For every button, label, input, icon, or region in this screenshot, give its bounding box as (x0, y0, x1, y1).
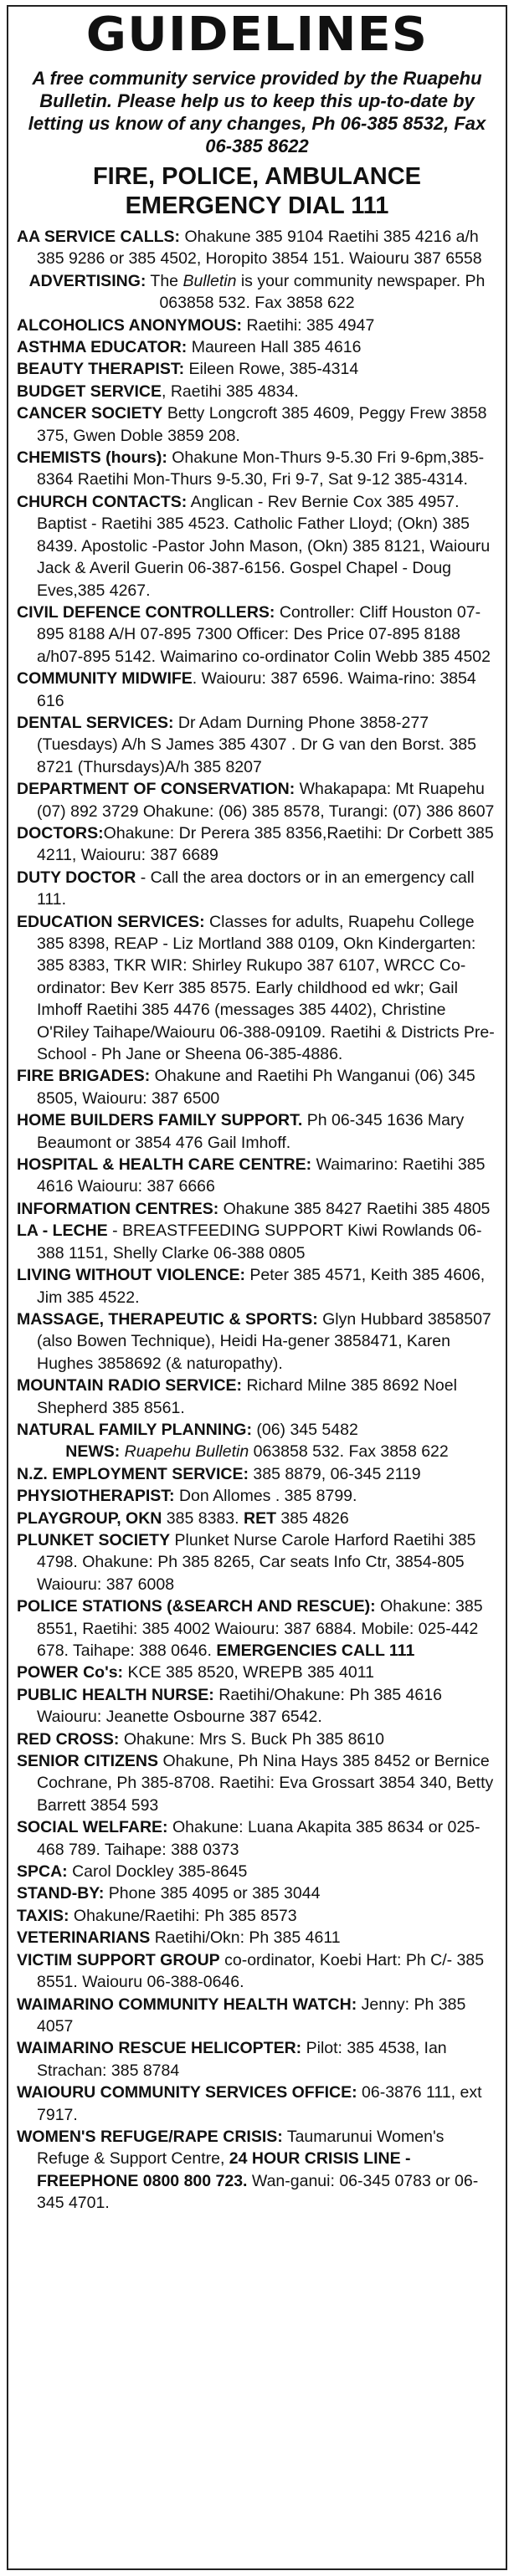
entry-text: Peter 385 4571, Keith 385 4606, Jim 385 4522. (37, 1266, 486, 1307)
entry-text: Ohakune/Raetihi: Ph 385 8573 (69, 1906, 297, 1925)
entry-text: Ohakune: Luana Akapita 385 8634 or 025-468 789. Taihape: 388 0373 (37, 1818, 481, 1859)
entry-text: Betty Longcroft 385 4609, Peggy Frew 3858 375, Gwen Doble 3859 208. (37, 404, 487, 445)
directory-entry (17, 602, 497, 668)
directory-entry (17, 1905, 497, 1927)
entry-text: Ohakune 385 9104 Raetihi 385 4216 a/h 385 9286 or 385 4502, Horopito 3854 151. Waiouru 387 6558 (37, 228, 482, 269)
entry-heading: PHYSIOTHERAPIST: (17, 1487, 175, 1506)
entry-heading: INFORMATION CENTRES: (17, 1199, 219, 1218)
directory-entry (17, 402, 497, 447)
directory-entry (17, 1109, 497, 1154)
directory-entry (17, 1508, 497, 1529)
directory-entry (17, 1198, 497, 1220)
entry-heading: VICTIM SUPPORT GROUP (17, 1950, 220, 1969)
directory-entry (17, 1375, 497, 1419)
entry-text: Raetihi/Ohakune: Ph 385 4616 Waiouru: Jeanette Osbourne 387 6542. (37, 1685, 442, 1727)
page-title: GUIDELINES (85, 8, 429, 62)
entry-text: (06) 345 5482 (251, 1420, 358, 1439)
entry-text: Ohakune: 385 8551, Raetihi: 385 4002 Waiouru: 387 6884. Mobile: 025-442 678. Taihape: 388 0646. (37, 1597, 483, 1660)
entry-text: Ohakune: Mrs S. Buck Ph 385 8610 (119, 1729, 384, 1749)
entry-text: KCE 385 8520, WREPB 385 4011 (123, 1663, 374, 1682)
entry-text: Don Allomes . 385 8799. (174, 1487, 357, 1506)
directory-entry (17, 1728, 497, 1750)
entry-text: Glyn Hubbard 3858507 (also Bowen Technique), Heidi Ha-gener 3858471, Karen Hughes 3858692 (& naturopathy). (37, 1309, 491, 1373)
entry-heading: STAND-BY: (17, 1884, 105, 1903)
directory-entry (17, 491, 497, 602)
entry-text: Classes for adults, Ruapehu College 385 8398, REAP - Liz Mortland 388 0109, Okn Kindergarten: 385 8383, TKR WIR: Shirley Rukupo 387 6107, WRCC Co-ordinator: Bev Kerr 385 8575. Early childhood ed wkr; Gail Imhoff Raetihi 385 4476 (messages 385 4402), Christine O'Riley Taihape/Waiouru 06-388-09109. Raetihi & Districts Pre-School - Ph Jane or Sheena 06-385-4886. (37, 912, 495, 1064)
directory-entry (17, 226, 497, 270)
entry-heading: BUDGET SERVICE (17, 382, 162, 401)
directory-entry (17, 1419, 497, 1441)
directory-entry (17, 1264, 497, 1308)
directory-entry (17, 1441, 497, 1462)
entry-heading: MOUNTAIN RADIO SERVICE: (17, 1376, 243, 1396)
entry-text: Phone 385 4095 or 385 3044 (104, 1884, 321, 1903)
entry-heading: WAIMARINO COMMUNITY HEALTH WATCH: (17, 1995, 357, 2014)
entry-heading: VETERINARIANS (17, 1928, 151, 1948)
entry-heading: DENTAL SERVICES: (17, 713, 174, 732)
entry-heading: DUTY DOCTOR (17, 868, 136, 887)
directory-entry (17, 1927, 497, 1949)
entry-heading: DOCTORS: (17, 823, 104, 842)
entry-heading: CIVIL DEFENCE CONTROLLERS: (17, 602, 275, 622)
directory-entry (17, 1065, 497, 1109)
entry-text: Raetihi: 385 4947 (242, 315, 375, 335)
entry-text: Dr Adam Durning Phone 3858-277 (Tuesdays) A/h S James 385 4307 . Dr G van den Borst. 385 8721 (Thursdays)A/h 385 8207 (37, 713, 476, 776)
entry-text: Raetihi/Okn: Ph 385 4611 (150, 1928, 341, 1948)
directory-entry (17, 1485, 497, 1507)
entry-text: Controller: Cliff Houston 07-895 8188 A/H 07-895 7300 Officer: Des Price 07-895 8188 a/h07-895 5142. Waimarino co-ordinator Colin Webb 385 4502 (37, 602, 491, 666)
entry-text: - Call the area doctors or in an emergency call 111. (37, 868, 475, 909)
entry-heading: BEAUTY THERAPIST: (17, 360, 185, 379)
entry-text: Plunket Nurse Carole Harford Raetihi 385 4798. Ohakune: Ph 385 8265, Car seats Info Ctr, 3854-805 Waiouru: 387 6008 (37, 1530, 476, 1594)
directory-entry (17, 1684, 497, 1728)
emergency-banner (8, 162, 506, 221)
entry-text: is your community newspaper. Ph 063858 532. Fax 3858 622 (159, 271, 486, 313)
entry-text: Wan-ganui: 06-345 0783 or 06-345 4701. (37, 2171, 479, 2213)
intro-text: A free community service provided by the Ruapehu Bulletin. Please help us to keep this up-to-date by letting us know of any changes, Ph 06-385 8532, Fax 06-385 8622 (28, 68, 486, 156)
directory-entry (17, 2082, 497, 2126)
entry-heading: DEPARTMENT OF CONSERVATION: (17, 780, 296, 799)
directory-entry (17, 1949, 497, 1994)
directory-entry (17, 358, 497, 380)
entry-text: Carol Dockley 385-8645 (67, 1862, 248, 1882)
entry-heading: HOME BUILDERS FAMILY SUPPORT. (17, 1111, 303, 1130)
guidelines-panel (7, 5, 507, 2570)
entry-text: Maureen Hall 385 4616 (187, 338, 362, 357)
entry-text: 385 8383. (162, 1508, 244, 1528)
entry-text: 385 4826 (275, 1508, 349, 1528)
directory-entry (17, 1994, 497, 2038)
entry-heading: WOMEN'S REFUGE/RAPE CRISIS: (17, 2127, 283, 2146)
entry-text: co-ordinator, Koebi Hart: Ph C/- 385 8551. Waiouru 06-388-0646. (37, 1950, 485, 1992)
entry-text: Ohakune, Ph Nina Hays 385 8452 or Bernice Cochrane, Ph 385-8708. Raetihi: Eva Grossart 3854 340, Betty Barrett 3854 593 (37, 1752, 494, 1815)
entry-emphasis: 24 HOUR CRISIS LINE - FREEPHONE 0800 800 723. (37, 2149, 411, 2190)
entry-heading: CHURCH CONTACTS: (17, 492, 188, 511)
entry-text: Anglican - Rev Bernie Cox 385 4957. Baptist - Raetihi 385 4523. Catholic Father Lloyd; (Okn) 385 8439. Apostolic -Pastor John Mason, (Okn) 385 8121, Waiouru Jack & Averil Guerin 06-387-6156. Gospel Chapel - Doug Eves,385 4267. (37, 492, 491, 600)
directory-entry (17, 1308, 497, 1375)
entry-heading: AA SERVICE CALLS: (17, 228, 181, 246)
entry-heading: ALCOHOLICS ANONYMOUS: (17, 315, 243, 335)
entry-text: Waimarino: Raetihi 385 4616 Waiouru: 387 6666 (37, 1155, 486, 1196)
entry-heading: NATURAL FAMILY PLANNING: (17, 1420, 252, 1439)
entry-text: Ph 06-345 1636 Mary Beaumont or 3854 476 Gail Imhoff. (37, 1111, 465, 1152)
entry-text: Ohakune and Raetihi Ph Wanganui (06) 345 8505, Waiouru: 387 6500 (37, 1067, 475, 1108)
directory-entry (17, 1750, 497, 1816)
entry-text: - BREASTFEEDING SUPPORT Kiwi Rowlands 06-388 1151, Shelly Clarke 06-388 0805 (37, 1221, 482, 1262)
directory-entry (17, 270, 497, 315)
directory-entry (17, 1529, 497, 1595)
entry-text: Ohakune Mon-Thurs 9-5.30 Fri 9-6pm,385-8364 Raetihi Mon-Thurs 9-5.30, Fri 9-7, Sat 9-12 385-4314. (37, 448, 485, 489)
entry-emphasis: EMERGENCIES CALL 111 (211, 1641, 415, 1660)
entry-text: Pilot: 385 4538, Ian Strachan: 385 8784 (37, 2039, 447, 2080)
entry-heading: RET (243, 1508, 276, 1528)
entry-text: , Raetihi 385 4834. (162, 382, 299, 401)
directory-entry (17, 1816, 497, 1861)
entry-heading: COMMUNITY MIDWIFE (17, 669, 193, 689)
directory-entry (17, 381, 497, 402)
entry-text: Eileen Rowe, 385-4314 (184, 360, 359, 379)
entry-heading: PUBLIC HEALTH NURSE: (17, 1685, 214, 1704)
entry-text: Taumarunui Women's Refuge & Support Centre, (37, 2127, 445, 2169)
directory-entry (17, 1154, 497, 1198)
entry-heading: HOSPITAL & HEALTH CARE CENTRE: (17, 1155, 312, 1175)
directory-entry (17, 1662, 497, 1683)
directory-entry (17, 2037, 497, 2082)
entry-heading: WAIMARINO RESCUE HELICOPTER: (17, 2039, 302, 2058)
entry-text: The (146, 271, 183, 290)
entry-text: Jenny: Ph 385 4057 (37, 1995, 466, 2036)
directory-entry (17, 447, 497, 491)
directory-entry (17, 315, 497, 336)
entry-publication: Ruapehu Bulletin (120, 1442, 249, 1462)
entry-heading: SOCIAL WELFARE: (17, 1818, 168, 1837)
directory-entry (17, 336, 497, 358)
directory-entry (17, 1220, 497, 1264)
directory-entry (17, 1861, 497, 1882)
entry-heading: SENIOR CITIZENS (17, 1752, 159, 1771)
entry-heading: EDUCATION SERVICES: (17, 912, 205, 931)
directory-entry (17, 822, 497, 867)
entry-heading: CHEMISTS (hours): (17, 448, 167, 468)
entry-heading: SPCA: (17, 1862, 68, 1882)
entry-heading: ASTHMA EDUCATOR: (17, 338, 188, 357)
directory-entry (17, 1463, 497, 1485)
entry-text: 063858 532. Fax 3858 622 (249, 1442, 449, 1462)
entry-heading: NEWS: (65, 1442, 121, 1462)
entry-heading: FIRE BRIGADES: (17, 1067, 151, 1086)
emergency-line-2: EMERGENCY DIAL 111 (125, 192, 389, 219)
entry-heading: MASSAGE, THERAPEUTIC & SPORTS: (17, 1309, 318, 1329)
entry-heading: N.Z. EMPLOYMENT SERVICE: (17, 1464, 249, 1483)
entry-heading: RED CROSS: (17, 1729, 120, 1749)
entry-text: Whakapapa: Mt Ruapehu (07) 892 3729 Ohakune: (06) 385 8578, Turangi: (07) 386 8607 (37, 780, 495, 821)
entry-publication: Bulletin (182, 271, 237, 290)
entry-heading: WAIOURU COMMUNITY SERVICES OFFICE: (17, 2083, 357, 2102)
entry-text: Ohakune: Dr Perera 385 8356,Raetihi: Dr Corbett 385 4211, Waiouru: 387 6689 (37, 823, 494, 865)
directory-entry (17, 867, 497, 911)
entry-heading: PLAYGROUP, OKN (17, 1508, 162, 1528)
entry-heading: POLICE STATIONS (&SEARCH AND RESCUE): (17, 1597, 376, 1616)
entry-heading: LA - LECHE (17, 1221, 108, 1241)
directory-list (17, 226, 497, 2215)
directory-entry (17, 1595, 497, 1662)
entry-text: 06-3876 111, ext 7917. (37, 2083, 482, 2124)
entry-text: Richard Milne 385 8692 Noel Shepherd 385 8561. (37, 1376, 457, 1417)
entry-text: 385 8879, 06-345 2119 (249, 1464, 421, 1483)
directory-entry (17, 778, 497, 822)
entry-heading: TAXIS: (17, 1906, 69, 1925)
entry-heading: ADVERTISING: (28, 271, 146, 290)
entry-heading: LIVING WITHOUT VIOLENCE: (17, 1266, 245, 1285)
directory-entry (17, 668, 497, 712)
directory-entry (17, 712, 497, 778)
emergency-line-1: FIRE, POLICE, AMBULANCE (92, 163, 422, 190)
directory-entry (17, 2126, 497, 2215)
entry-text: . Waiouru: 387 6596. Waima-rino: 3854 616 (37, 669, 476, 710)
entry-heading: PLUNKET SOCIETY (17, 1530, 171, 1549)
entry-heading: POWER Co's: (17, 1663, 124, 1682)
directory-entry (17, 1882, 497, 1904)
directory-entry (17, 911, 497, 1066)
entry-heading: CANCER SOCIETY (17, 404, 163, 423)
entry-text: Ohakune 385 8427 Raetihi 385 4805 (218, 1199, 491, 1218)
